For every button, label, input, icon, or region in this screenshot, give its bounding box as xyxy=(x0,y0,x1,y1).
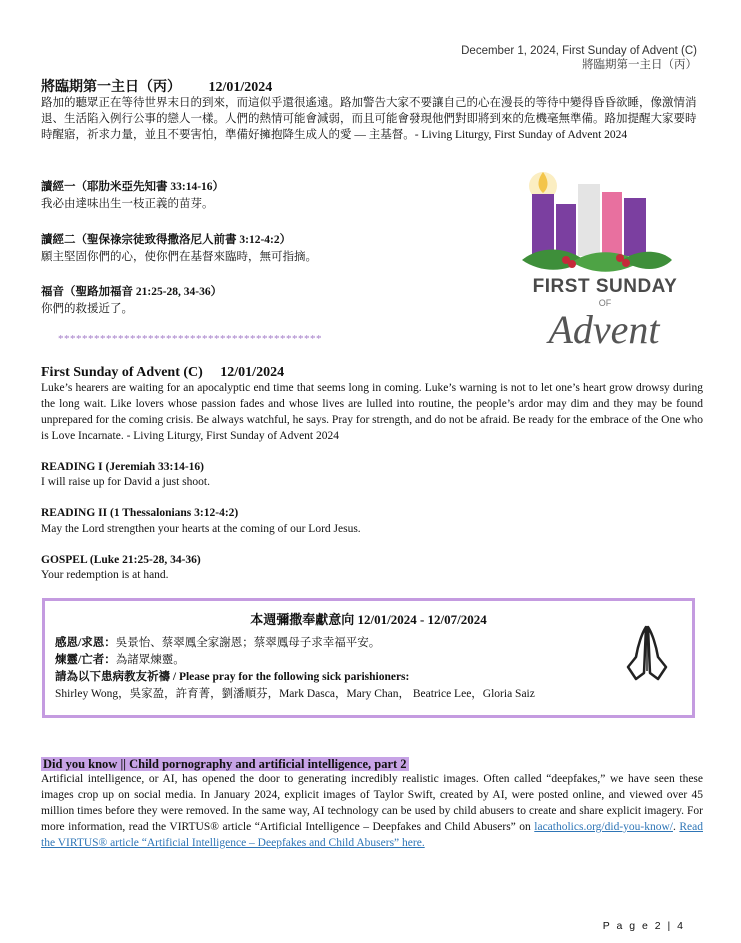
mass-box-title: 本週彌撒奉獻意向 12/01/2024 - 12/07/2024 xyxy=(250,612,487,627)
en-reading1-text: I will raise up for David a just shoot. xyxy=(41,476,210,488)
header-date-line: December 1, 2024, First Sunday of Advent (C) xyxy=(461,45,697,57)
mass-intentions-box xyxy=(42,598,695,718)
praying-hands-icon xyxy=(622,623,672,683)
en-title-date: 12/01/2024 xyxy=(220,365,285,380)
en-gospel-text: Your redemption is at hand. xyxy=(41,569,169,581)
en-reading2-title: READING II (1 Thessalonians 3:12-4:2) xyxy=(41,507,239,519)
dyk-body xyxy=(41,771,703,851)
sick-names: Shirley Wong，吳家盈，許育菁，劉潘順芬，Mark Dasca，Mary Chan， Beatrice Lee，Gloria Saiz xyxy=(55,688,535,700)
zh-gospel-text: 你們的救援近了。 xyxy=(41,303,133,315)
souls-text: 為諸眾煉靈。 xyxy=(115,654,185,666)
advent-line1: FIRST SUNDAY xyxy=(532,276,678,297)
page-header xyxy=(461,44,697,72)
page-footer xyxy=(603,920,685,932)
en-reading2-text: May the Lord strengthen your hearts at the coming of our Lord Jesus. xyxy=(41,523,361,535)
zh-intro: 路加的聽眾正在等待世界末日的到來，而這似乎還很遙遠。路加警告大家不要讓自己的心在漫長的等待中變得昏昏欲睡，像激情消退、生活陷入例行公事的戀人一樣。人們的熱情可能會減弱，而且可能會發現他們對即將到來的危機毫無準備。路加提醒大家要時時醒寤，祈求力量，並且不要害怕，準備好擁抱降生成人的愛 — 主基督。- Living Liturgy, First Sunday of Advent 2024 xyxy=(41,97,697,141)
zh-reading2-text: 願主堅固你們的心，使你們在基督來臨時，無可指摘。 xyxy=(41,251,317,263)
dyk-link-virtus[interactable]: Read the VIRTUS® article “Artificial Intelligence – Deepfakes and Child Abusers” here. xyxy=(41,821,703,849)
zh-reading2-title: 讀經二（聖保祿宗徒致得撒洛尼人前書 3:12-4:2） xyxy=(41,234,292,246)
thanks-line xyxy=(55,635,612,652)
souls-label: 煉靈/亡者： xyxy=(55,654,116,666)
advent-image xyxy=(512,160,692,360)
header-zh-line: 將臨期第一主日（丙） xyxy=(582,59,697,71)
dyk-between: . xyxy=(672,821,680,833)
dyk-heading: Did you know || Child pornography and artificial intelligence, part 2 xyxy=(43,757,407,771)
sick-label: 請為以下患病教友祈禱 / Please pray for the following sick parishioners: xyxy=(55,671,410,683)
advent-line3: Advent xyxy=(548,307,660,352)
footer-page-num: 2 | 4 xyxy=(654,920,685,932)
footer-page-label: P a g e xyxy=(602,920,650,932)
thanks-text: 吳景怡、蔡翠鳳全家謝恩；蔡翠鳳母子求幸福平安。 xyxy=(115,637,381,649)
en-title: First Sunday of Advent (C) xyxy=(41,365,203,380)
souls-line xyxy=(55,652,612,669)
zh-reading1-text: 我必由達味出生一枝正義的苗芽。 xyxy=(41,198,214,210)
divider-stars: ******************************************** xyxy=(58,333,322,345)
advent-line2: OF xyxy=(598,298,612,308)
zh-title-date: 12/01/2024 xyxy=(208,80,273,95)
en-title-row xyxy=(41,365,284,381)
zh-title: 將臨期第一主日（丙） xyxy=(41,80,181,95)
thanks-label: 感恩/求恩： xyxy=(55,637,116,649)
en-reading1-title: READING I (Jeremiah 33:14-16) xyxy=(41,461,205,473)
en-gospel-title: GOSPEL (Luke 21:25-28, 34-36) xyxy=(41,554,201,566)
zh-gospel-title: 福音（聖路加福音 21:25-28, 34-36） xyxy=(41,286,223,298)
mass-box-body xyxy=(55,635,612,703)
dyk-body-text: Artificial intelligence, or AI, has opened the door to generating incredibly realistic images. Often called “deepfakes,” we have seen these images crop up on social media. In January 2024, explicit images of Taylor Swift, created by AI, were posted online, and viewed over 45 million times before they were removed. In the same way, AI technology can be used by child abusers to create and share explicit imagery. For more information, read the VIRTUS® article “Artificial Intelligence – Deepfakes and Child Abusers” on xyxy=(41,773,703,833)
zh-title-row xyxy=(41,76,272,96)
dyk-link-lacatholics[interactable]: lacatholics.org/did-you-know/ xyxy=(534,821,673,833)
en-intro: Luke’s hearers are waiting for an apocalyptic end time that seems long in coming. Luke’s warning is not to let one’s heart grow drowsy during the long wait. Like lovers whose passion fades and whose lives are lulled into routine, the people’s ardor may dim and they may be found unprepared for the coming crisis. Be always watchful, he says. Pray for strength, and do not be afraid. Be ready for the embrace of the One who is Love Incarnate. - Living Liturgy, First Sunday of Advent 2024 xyxy=(41,382,703,442)
zh-reading1-title: 讀經一（耶肋米亞先知書 33:14-16） xyxy=(41,181,225,193)
